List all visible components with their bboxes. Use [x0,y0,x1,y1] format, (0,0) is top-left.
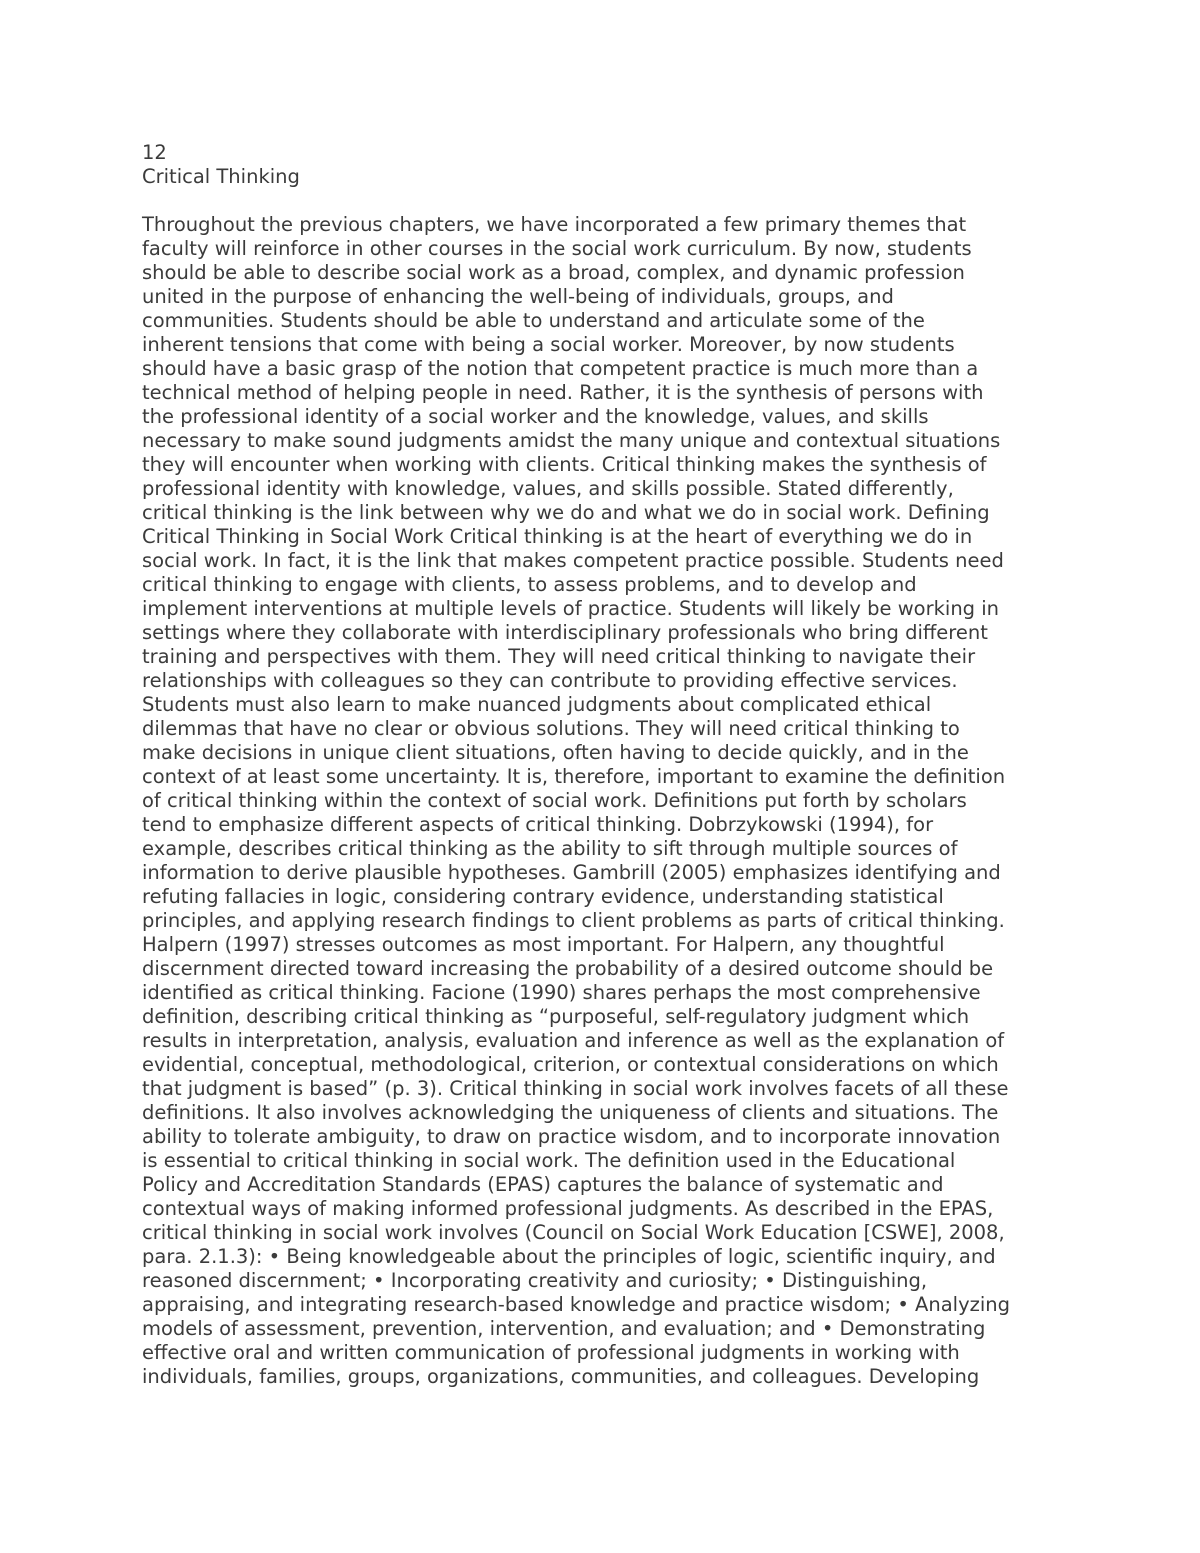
body-text-line: ability to tolerate ambiguity, to draw on practice wisdom, and to incorporate innovation [142,1125,1001,1148]
body-text-line: communities. Students should be able to understand and articulate some of the [142,309,925,332]
body-text-line: social work. In fact, it is the link that makes competent practice possible. Students need [142,549,1004,572]
body-text-line: Critical Thinking in Social Work Critical thinking is at the heart of everything we do in [142,525,973,548]
chapter-number: 12 [142,141,167,164]
body-text-line: critical thinking in social work involves (Council on Social Work Education [CSWE], 2008, [142,1221,1005,1244]
body-text-line: models of assessment, prevention, intervention, and evaluation; and • Demonstrating [142,1317,986,1340]
body-text-line: tend to emphasize different aspects of critical thinking. Dobrzykowski (1994), for [142,813,934,836]
body-text-line: principles, and applying research findings to client problems as parts of critical thinking. [142,909,1005,932]
body-text-line: the professional identity of a social worker and the knowledge, values, and skills [142,405,929,428]
body-text-line: appraising, and integrating research-based knowledge and practice wisdom; • Analyzing [142,1293,1011,1316]
body-text-line: contextual ways of making informed professional judgments. As described in the EPAS, [142,1197,994,1220]
body-text-line: definitions. It also involves acknowledging the uniqueness of clients and situations. The [142,1101,999,1124]
body-text-line: context of at least some uncertainty. It is, therefore, important to examine the definition [142,765,1006,788]
body-text-line: Throughout the previous chapters, we have incorporated a few primary themes that [142,213,967,236]
body-text-line: is essential to critical thinking in social work. The definition used in the Educational [142,1149,956,1172]
body-text-line: training and perspectives with them. They will need critical thinking to navigate their [142,645,976,668]
body-text-line: critical thinking is the link between why we do and what we do in social work. Defining [142,501,990,524]
body-text-line: Students must also learn to make nuanced judgments about complicated ethical [142,693,932,716]
body-text-line: dilemmas that have no clear or obvious solutions. They will need critical thinking to [142,717,960,740]
body-text-line: evidential, conceptual, methodological, criterion, or contextual considerations on which [142,1053,999,1076]
body-text-line: refuting fallacies in logic, considering contrary evidence, understanding statistical [142,885,944,908]
body-text-line: professional identity with knowledge, values, and skills possible. Stated differently, [142,477,954,500]
body-text-line: definition, describing critical thinking as “purposeful, self-regulatory judgment which [142,1005,970,1028]
body-text-line: information to derive plausible hypotheses. Gambrill (2005) emphasizes identifying and [142,861,1001,884]
body-text-line: settings where they collaborate with interdisciplinary professionals who bring different [142,621,988,644]
body-text-line: reasoned discernment; • Incorporating creativity and curiosity; • Distinguishing, [142,1269,928,1292]
body-text-line: of critical thinking within the context of social work. Definitions put forth by scholars [142,789,967,812]
body-text-line: discernment directed toward increasing the probability of a desired outcome should be [142,957,994,980]
body-text [142,213,1072,1389]
body-text-line: para. 2.1.3): • Being knowledgeable about the principles of logic, scientific inquiry, and [142,1245,996,1268]
body-text-line: united in the purpose of enhancing the well-being of individuals, groups, and [142,285,894,308]
body-text-line: implement interventions at multiple levels of practice. Students will likely be working in [142,597,1000,620]
body-text-line: Halpern (1997) stresses outcomes as most important. For Halpern, any thoughtful [142,933,945,956]
body-text-line: critical thinking to engage with clients, to assess problems, and to develop and [142,573,917,596]
body-text-line: effective oral and written communication of professional judgments in working with [142,1341,960,1364]
chapter-title: Critical Thinking [142,165,300,188]
body-text-line: they will encounter when working with clients. Critical thinking makes the synthesis of [142,453,987,476]
body-text-line: results in interpretation, analysis, evaluation and inference as well as the explanation of [142,1029,1005,1052]
body-text-line: relationships with colleagues so they can contribute to providing effective services. [142,669,958,692]
document-content [142,141,1072,1389]
body-text-line: example, describes critical thinking as the ability to sift through multiple sources of [142,837,958,860]
body-text-line: individuals, families, groups, organizations, communities, and colleagues. Developing [142,1365,980,1388]
body-text-line: identified as critical thinking. Facione (1990) shares perhaps the most comprehensive [142,981,981,1004]
body-text-line: should be able to describe social work as a broad, complex, and dynamic profession [142,261,965,284]
body-text-line: make decisions in unique client situations, often having to decide quickly, and in the [142,741,969,764]
body-text-line: Policy and Accreditation Standards (EPAS) captures the balance of systematic and [142,1173,944,1196]
paragraph-gap [142,189,1072,213]
body-text-line: faculty will reinforce in other courses in the social work curriculum. By now, students [142,237,972,260]
body-text-line: should have a basic grasp of the notion that competent practice is much more than a [142,357,979,380]
body-text-line: technical method of helping people in need. Rather, it is the synthesis of persons with [142,381,984,404]
body-text-line: that judgment is based” (p. 3). Critical thinking in social work involves facets of all these [142,1077,1009,1100]
body-text-line: inherent tensions that come with being a social worker. Moreover, by now students [142,333,955,356]
body-text-line: necessary to make sound judgments amidst the many unique and contextual situations [142,429,1001,452]
